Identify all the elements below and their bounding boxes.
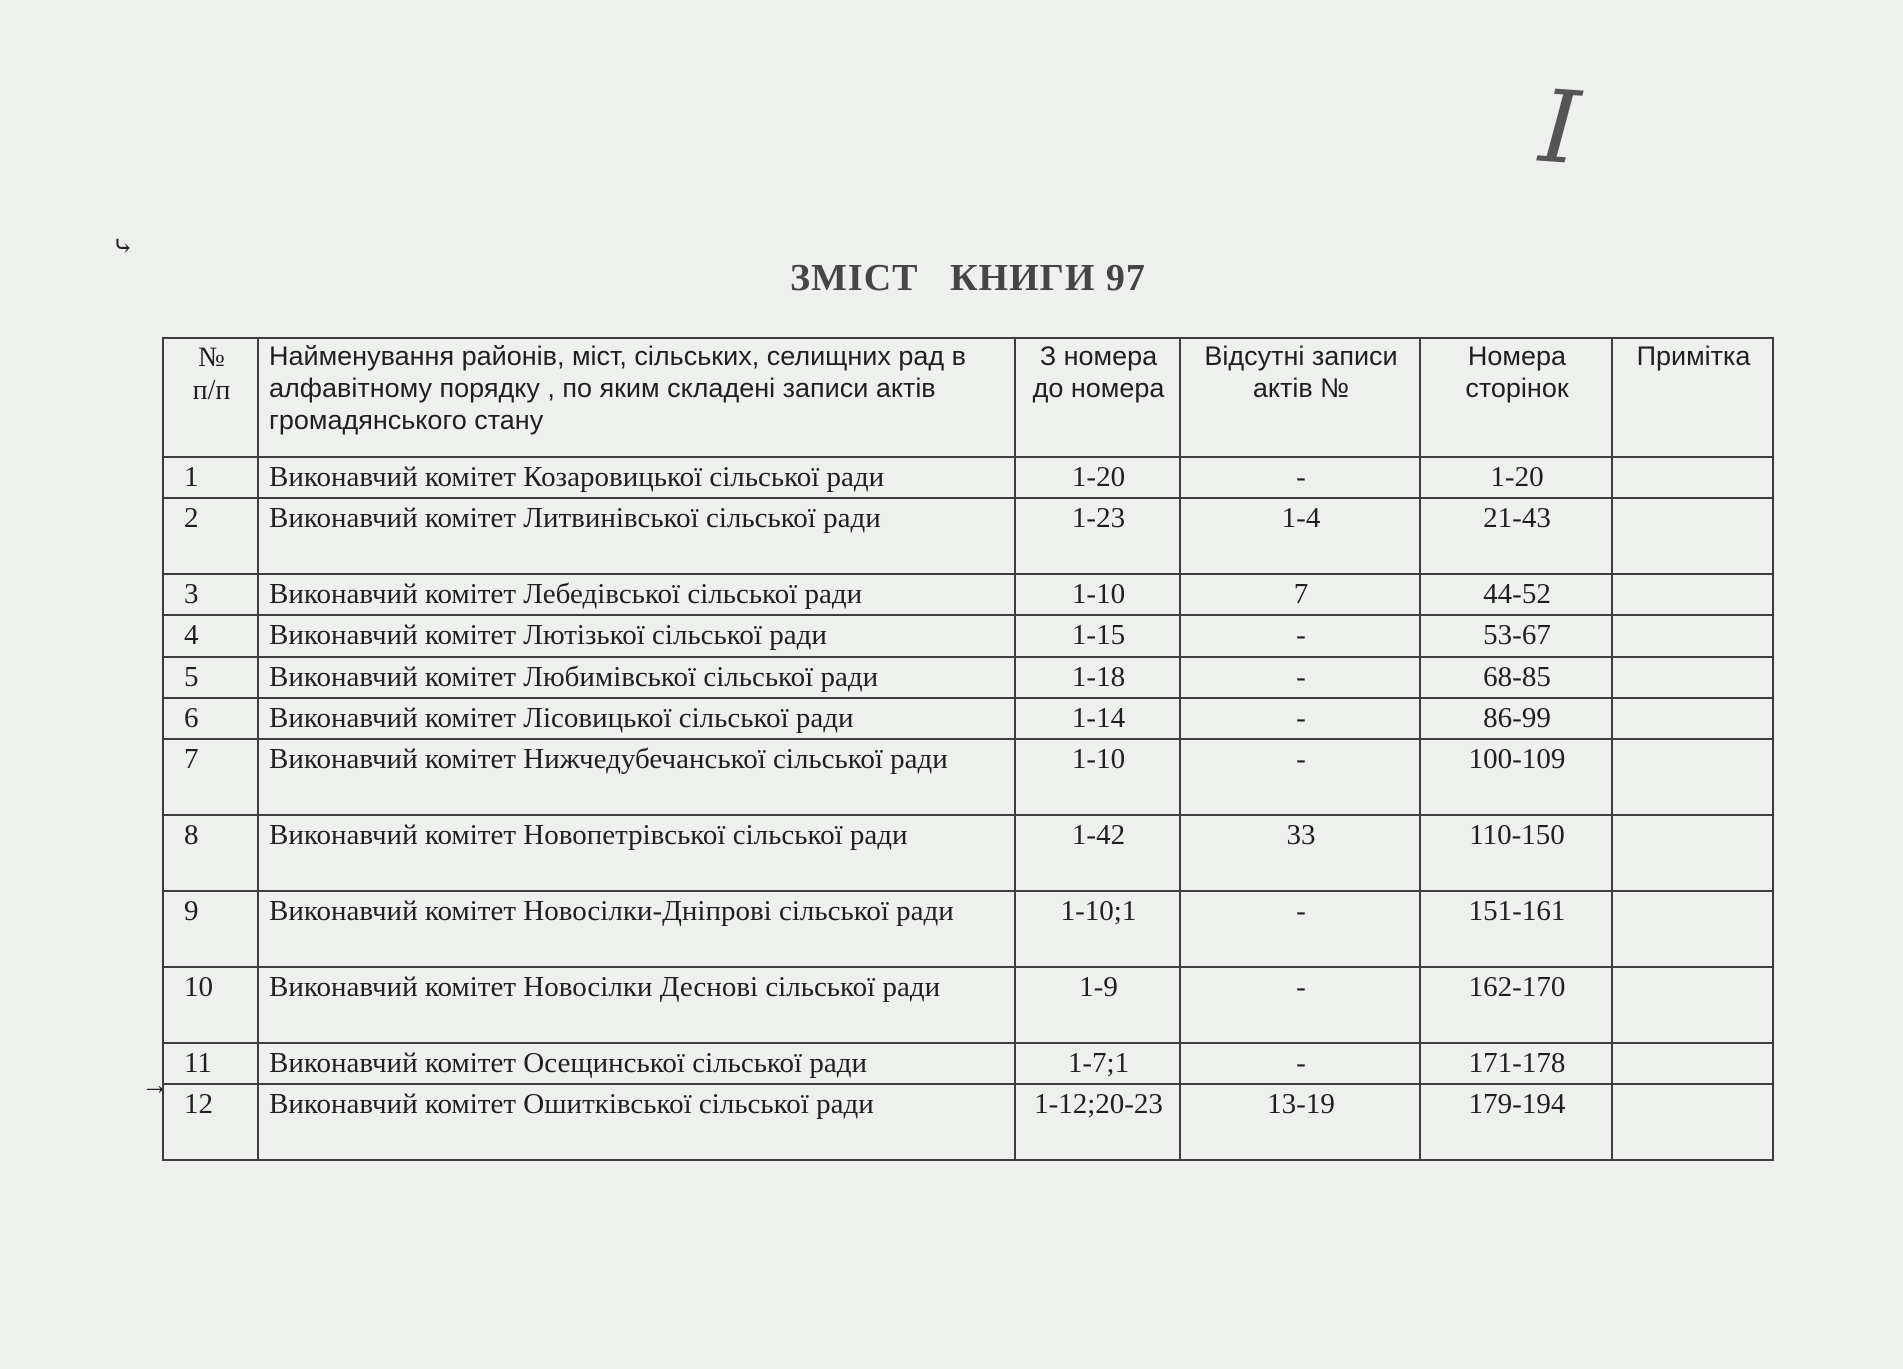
- note-cell: [1612, 891, 1773, 967]
- handwritten-arrow-mark: →: [141, 1070, 169, 1101]
- table-row: [163, 657, 1773, 698]
- missing-records-cell: -: [1180, 967, 1420, 1043]
- missing-records-cell: -: [1180, 739, 1420, 815]
- from-to-cell: 1-7;1: [1015, 1043, 1180, 1084]
- note-cell: [1612, 815, 1773, 891]
- note-cell: [1612, 1043, 1773, 1084]
- from-to-cell: 1-14: [1015, 698, 1180, 739]
- from-to-cell: 1-18: [1015, 657, 1180, 698]
- table-row: [163, 739, 1773, 815]
- header-page-numbers: Номера сторінок: [1420, 338, 1612, 457]
- page-numbers-cell: 162-170: [1420, 967, 1612, 1043]
- council-name-cell: Виконавчий комітет Ошитківської сільської ради: [258, 1084, 1015, 1160]
- table-row: [163, 1043, 1773, 1084]
- table-row: [163, 615, 1773, 656]
- council-name-cell: Виконавчий комітет Новосілки Деснові сільської ради: [258, 967, 1015, 1043]
- header-number: № п/п: [163, 338, 258, 457]
- council-name-cell: Виконавчий комітет Нижчедубечанської сільської ради: [258, 739, 1015, 815]
- page-numbers-cell: 100-109: [1420, 739, 1612, 815]
- page-numbers-cell: 21-43: [1420, 498, 1612, 574]
- missing-records-cell: -: [1180, 615, 1420, 656]
- missing-records-cell: -: [1180, 891, 1420, 967]
- missing-records-cell: -: [1180, 1043, 1420, 1084]
- council-name-cell: Виконавчий комітет Любимівської сільської ради: [258, 657, 1015, 698]
- note-cell: [1612, 1084, 1773, 1160]
- table-row: [163, 1084, 1773, 1160]
- from-to-cell: 1-10: [1015, 574, 1180, 615]
- note-cell: [1612, 498, 1773, 574]
- row-number-cell: 2: [163, 498, 258, 574]
- row-number-cell: 11: [163, 1043, 258, 1084]
- from-to-cell: 1-20: [1015, 457, 1180, 498]
- page-numbers-cell: 179-194: [1420, 1084, 1612, 1160]
- row-number-cell: 5: [163, 657, 258, 698]
- council-name-cell: Виконавчий комітет Осещинської сільської ради: [258, 1043, 1015, 1084]
- page-numbers-cell: 110-150: [1420, 815, 1612, 891]
- missing-records-cell: -: [1180, 457, 1420, 498]
- handwritten-page-mark: I: [1536, 67, 1584, 188]
- council-name-cell: Виконавчий комітет Козаровицької сільської ради: [258, 457, 1015, 498]
- note-cell: [1612, 698, 1773, 739]
- page-numbers-cell: 86-99: [1420, 698, 1612, 739]
- council-name-cell: Виконавчий комітет Лебедівської сільської ради: [258, 574, 1015, 615]
- note-cell: [1612, 615, 1773, 656]
- missing-records-cell: 13-19: [1180, 1084, 1420, 1160]
- page-numbers-cell: 1-20: [1420, 457, 1612, 498]
- table-row: [163, 698, 1773, 739]
- header-note: Примітка: [1612, 338, 1773, 457]
- table-header-row: [163, 338, 1773, 457]
- header-name: Найменування районів, міст, сільських, селищних рад в алфавітному порядку , по яким складені записи актів громадянського стану: [258, 338, 1015, 457]
- row-number-cell: 7: [163, 739, 258, 815]
- from-to-cell: 1-9: [1015, 967, 1180, 1043]
- contents-table: [162, 337, 1774, 1161]
- note-cell: [1612, 967, 1773, 1043]
- row-number-cell: 12: [163, 1084, 258, 1160]
- row-number-cell: 10: [163, 967, 258, 1043]
- page-numbers-cell: 68-85: [1420, 657, 1612, 698]
- note-cell: [1612, 657, 1773, 698]
- page-numbers-cell: 53-67: [1420, 615, 1612, 656]
- table-row: [163, 498, 1773, 574]
- from-to-cell: 1-12;20-23: [1015, 1084, 1180, 1160]
- header-missing-records: Відсутні записи актів №: [1180, 338, 1420, 457]
- row-number-cell: 1: [163, 457, 258, 498]
- row-number-cell: 8: [163, 815, 258, 891]
- council-name-cell: Виконавчий комітет Новосілки-Дніпрові сільської ради: [258, 891, 1015, 967]
- table-row: [163, 967, 1773, 1043]
- missing-records-cell: 7: [1180, 574, 1420, 615]
- page-numbers-cell: 171-178: [1420, 1043, 1612, 1084]
- header-from-to: З номера до номера: [1015, 338, 1180, 457]
- council-name-cell: Виконавчий комітет Новопетрівської сільської ради: [258, 815, 1015, 891]
- row-number-cell: 9: [163, 891, 258, 967]
- row-number-cell: 6: [163, 698, 258, 739]
- from-to-cell: 1-15: [1015, 615, 1180, 656]
- missing-records-cell: -: [1180, 698, 1420, 739]
- document-title: ЗМІСТ КНИГИ 97: [790, 257, 1146, 299]
- table-row: [163, 457, 1773, 498]
- council-name-cell: Виконавчий комітет Литвинівської сільської ради: [258, 498, 1015, 574]
- table-row: [163, 891, 1773, 967]
- from-to-cell: 1-42: [1015, 815, 1180, 891]
- from-to-cell: 1-23: [1015, 498, 1180, 574]
- row-number-cell: 3: [163, 574, 258, 615]
- note-cell: [1612, 457, 1773, 498]
- council-name-cell: Виконавчий комітет Лютізької сільської ради: [258, 615, 1015, 656]
- page-numbers-cell: 151-161: [1420, 891, 1612, 967]
- row-number-cell: 4: [163, 615, 258, 656]
- council-name-cell: Виконавчий комітет Лісовицької сільської ради: [258, 698, 1015, 739]
- table-row: [163, 815, 1773, 891]
- from-to-cell: 1-10: [1015, 739, 1180, 815]
- page-numbers-cell: 44-52: [1420, 574, 1612, 615]
- table-row: [163, 574, 1773, 615]
- note-cell: [1612, 739, 1773, 815]
- missing-records-cell: -: [1180, 657, 1420, 698]
- missing-records-cell: 33: [1180, 815, 1420, 891]
- missing-records-cell: 1-4: [1180, 498, 1420, 574]
- from-to-cell: 1-10;1: [1015, 891, 1180, 967]
- handwritten-tick-mark: ⤷: [112, 232, 134, 261]
- note-cell: [1612, 574, 1773, 615]
